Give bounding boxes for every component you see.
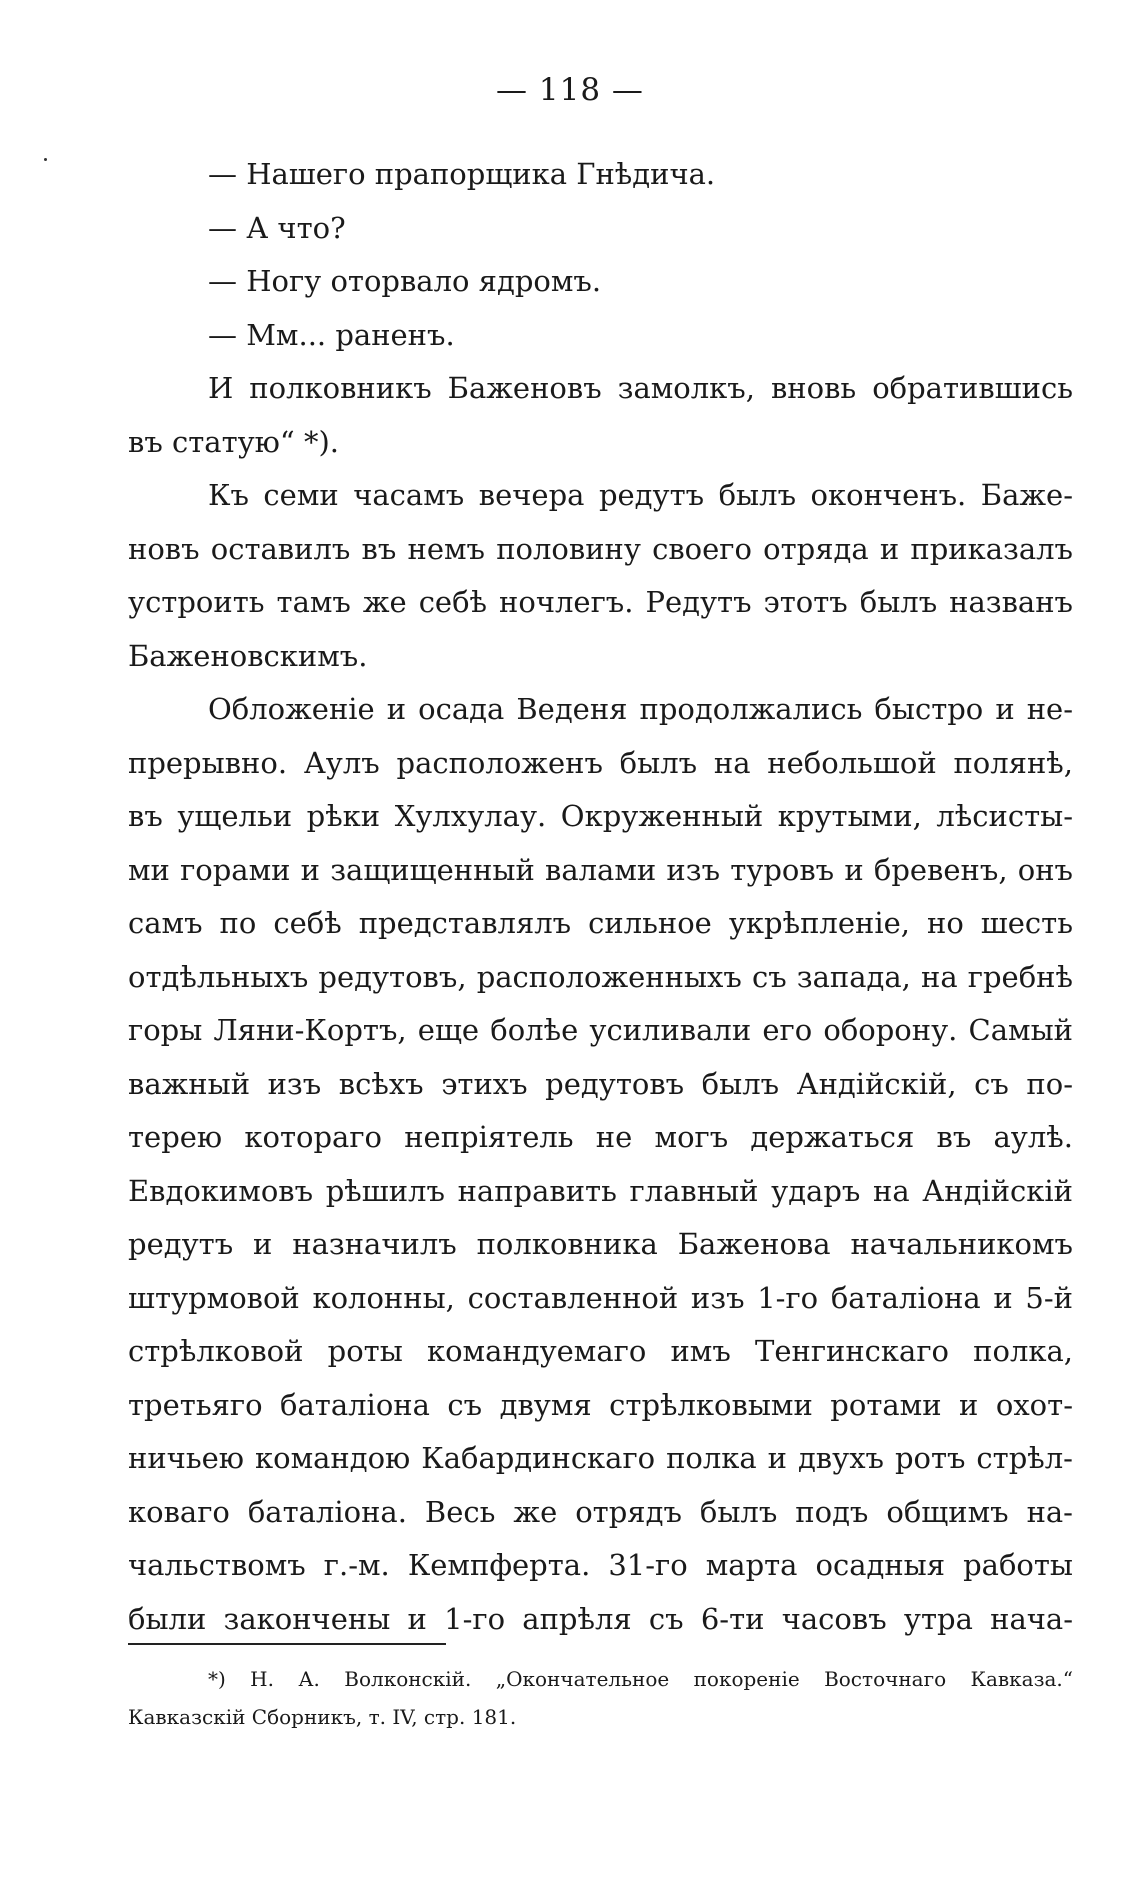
footnote bbox=[128, 1660, 1073, 1736]
text-line: терею котораго непріятель не могъ держаться въ аулѣ. bbox=[128, 1120, 1073, 1154]
text-line: устроить тамъ же себѣ ночлегъ. Редутъ этотъ былъ названъ bbox=[128, 585, 1073, 619]
text-line: Баженовскимъ. bbox=[128, 638, 368, 673]
text-line: въ статую“ *). bbox=[128, 424, 340, 459]
text-line: редутъ и назначилъ полковника Баженова начальникомъ bbox=[128, 1227, 1073, 1261]
text-line: Обложеніе и осада Веденя продолжались быстро и не- bbox=[208, 692, 1073, 726]
text-line: самъ по себѣ представлялъ сильное укрѣпленіе, но шесть bbox=[128, 906, 1073, 940]
text-line: ми горами и защищенный валами изъ туровъ и бревенъ, онъ bbox=[128, 852, 1073, 887]
main-text bbox=[128, 148, 1073, 1646]
text-line: были закончены и 1-го апрѣля съ 6-ти часовъ утра нача- bbox=[128, 1601, 1073, 1636]
footnote-line: *) Н. А. Волконскій. „Окончательное покореніе Восточнаго Кавказа.“ bbox=[208, 1667, 1073, 1691]
print-speckle bbox=[44, 158, 47, 161]
text-line: Къ семи часамъ вечера редутъ былъ оконченъ. Баже- bbox=[208, 478, 1073, 512]
text-line: горы Ляни-Кортъ, еще болѣе усиливали его оборону. Самый bbox=[128, 1013, 1073, 1047]
text-line: ничьею командою Кабардинскаго полка и двухъ ротъ стрѣл- bbox=[128, 1441, 1073, 1475]
text-line: коваго баталіона. Весь же отрядъ былъ подъ общимъ на- bbox=[128, 1494, 1073, 1529]
text-line: третьяго баталіона съ двумя стрѣлковыми ротами и охот- bbox=[128, 1387, 1073, 1422]
text-line: — Нашего прапорщика Гнѣдича. bbox=[208, 157, 716, 191]
text-line: чальствомъ г.-м. Кемпферта. 31-го марта осадныя работы bbox=[128, 1548, 1073, 1582]
text-line: отдѣльныхъ редутовъ, расположенныхъ съ запада, на гребнѣ bbox=[128, 959, 1073, 994]
text-line: — А что? bbox=[208, 210, 346, 245]
text-line: Евдокимовъ рѣшилъ направить главный ударъ на Андійскій bbox=[128, 1173, 1073, 1208]
text-line: И полковникъ Баженовъ замолкъ, вновь обратившись bbox=[208, 371, 1073, 405]
footnote-line: Кавказскій Сборникъ, т. IV, стр. 181. bbox=[128, 1705, 517, 1729]
text-line: новъ оставилъ въ немъ половину своего отряда и приказалъ bbox=[128, 531, 1073, 566]
text-line: стрѣлковой роты командуемаго имъ Тенгинскаго полка, bbox=[128, 1334, 1073, 1368]
text-line: штурмовой колонны, составленной изъ 1-го баталіона и 5-й bbox=[128, 1280, 1073, 1315]
text-line: въ ущельи рѣки Хулхулау. Окруженный крутыми, лѣсисты- bbox=[128, 799, 1073, 833]
text-line: прерывно. Аулъ расположенъ былъ на небольшой полянѣ, bbox=[128, 745, 1073, 780]
footnote-separator bbox=[128, 1643, 446, 1645]
page-number: — 118 — bbox=[496, 72, 644, 108]
text-line: — Ногу оторвало ядромъ. bbox=[208, 264, 602, 298]
text-line: — Мм... раненъ. bbox=[208, 317, 455, 352]
text-line: важный изъ всѣхъ этихъ редутовъ былъ Андійскій, съ по- bbox=[128, 1066, 1073, 1101]
